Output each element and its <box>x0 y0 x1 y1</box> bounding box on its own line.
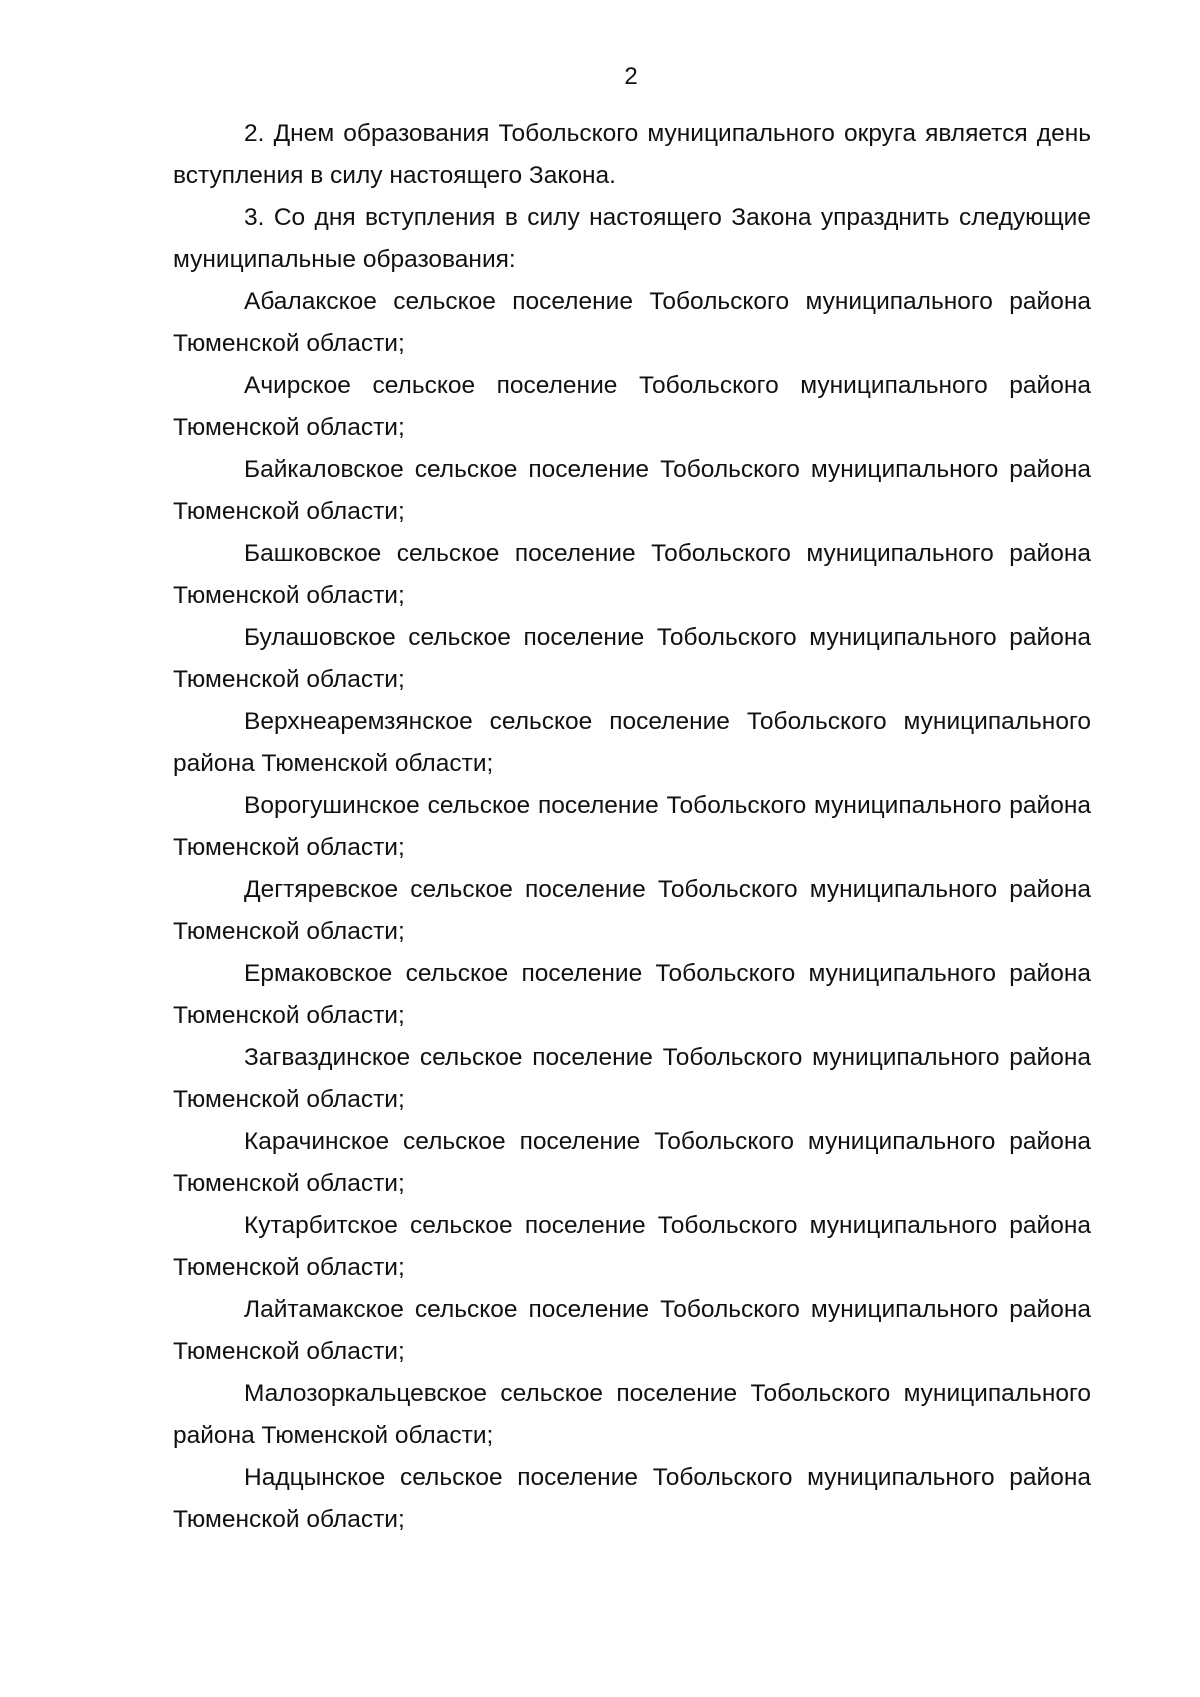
list-item-baikalovskoe: Байкаловское сельское поселение Тобольского муниципального района Тюменской области; <box>173 456 1091 525</box>
page-number: 2 <box>624 63 638 90</box>
list-item-abalakskoe: Абалакское сельское поселение Тобольского муниципального района Тюменской области; <box>173 288 1091 357</box>
list-item-verkhnearemzyanskoe: Верхнеаремзянское сельское поселение Тобольского муниципального района Тюменской области; <box>173 708 1091 777</box>
list-item-vorogushinskoe: Ворогушинское сельское поселение Тобольского муниципального района Тюменской области; <box>173 792 1091 861</box>
paragraph-abolish-intro: 3. Со дня вступления в силу настоящего Закона упразднить следующие муниципальные образования: <box>173 204 1091 273</box>
list-item-degtyarevskoe: Дегтяревское сельское поселение Тобольского муниципального района Тюменской области; <box>173 876 1091 945</box>
document-body <box>173 113 1091 1541</box>
list-item-bashkovskoe: Башковское сельское поселение Тобольского муниципального района Тюменской области; <box>173 540 1091 609</box>
list-item-achirskoe: Ачирское сельское поселение Тобольского муниципального района Тюменской области; <box>173 372 1091 441</box>
list-item-kutarbitskoe: Кутарбитское сельское поселение Тобольского муниципального района Тюменской области; <box>173 1212 1091 1281</box>
list-item-zagvazdinskoe: Загваздинское сельское поселение Тобольского муниципального района Тюменской области; <box>173 1044 1091 1113</box>
list-item-bulashovskoe: Булашовское сельское поселение Тобольского муниципального района Тюменской области; <box>173 624 1091 693</box>
paragraph-formation-day: 2. Днем образования Тобольского муниципального округа является день вступления в силу настоящего Закона. <box>173 120 1091 189</box>
list-item-laitamakskoe: Лайтамакское сельское поселение Тобольского муниципального района Тюменской области; <box>173 1296 1091 1365</box>
list-item-karachinskoe: Карачинское сельское поселение Тобольского муниципального района Тюменской области; <box>173 1128 1091 1197</box>
list-item-ermakovskoe: Ермаковское сельское поселение Тобольского муниципального района Тюменской области; <box>173 960 1091 1029</box>
list-item-nadtsynskoe: Надцынское сельское поселение Тобольского муниципального района Тюменской области; <box>173 1464 1091 1533</box>
list-item-malozorkaltsevskoe: Малозоркальцевское сельское поселение Тобольского муниципального района Тюменской области; <box>173 1380 1091 1449</box>
